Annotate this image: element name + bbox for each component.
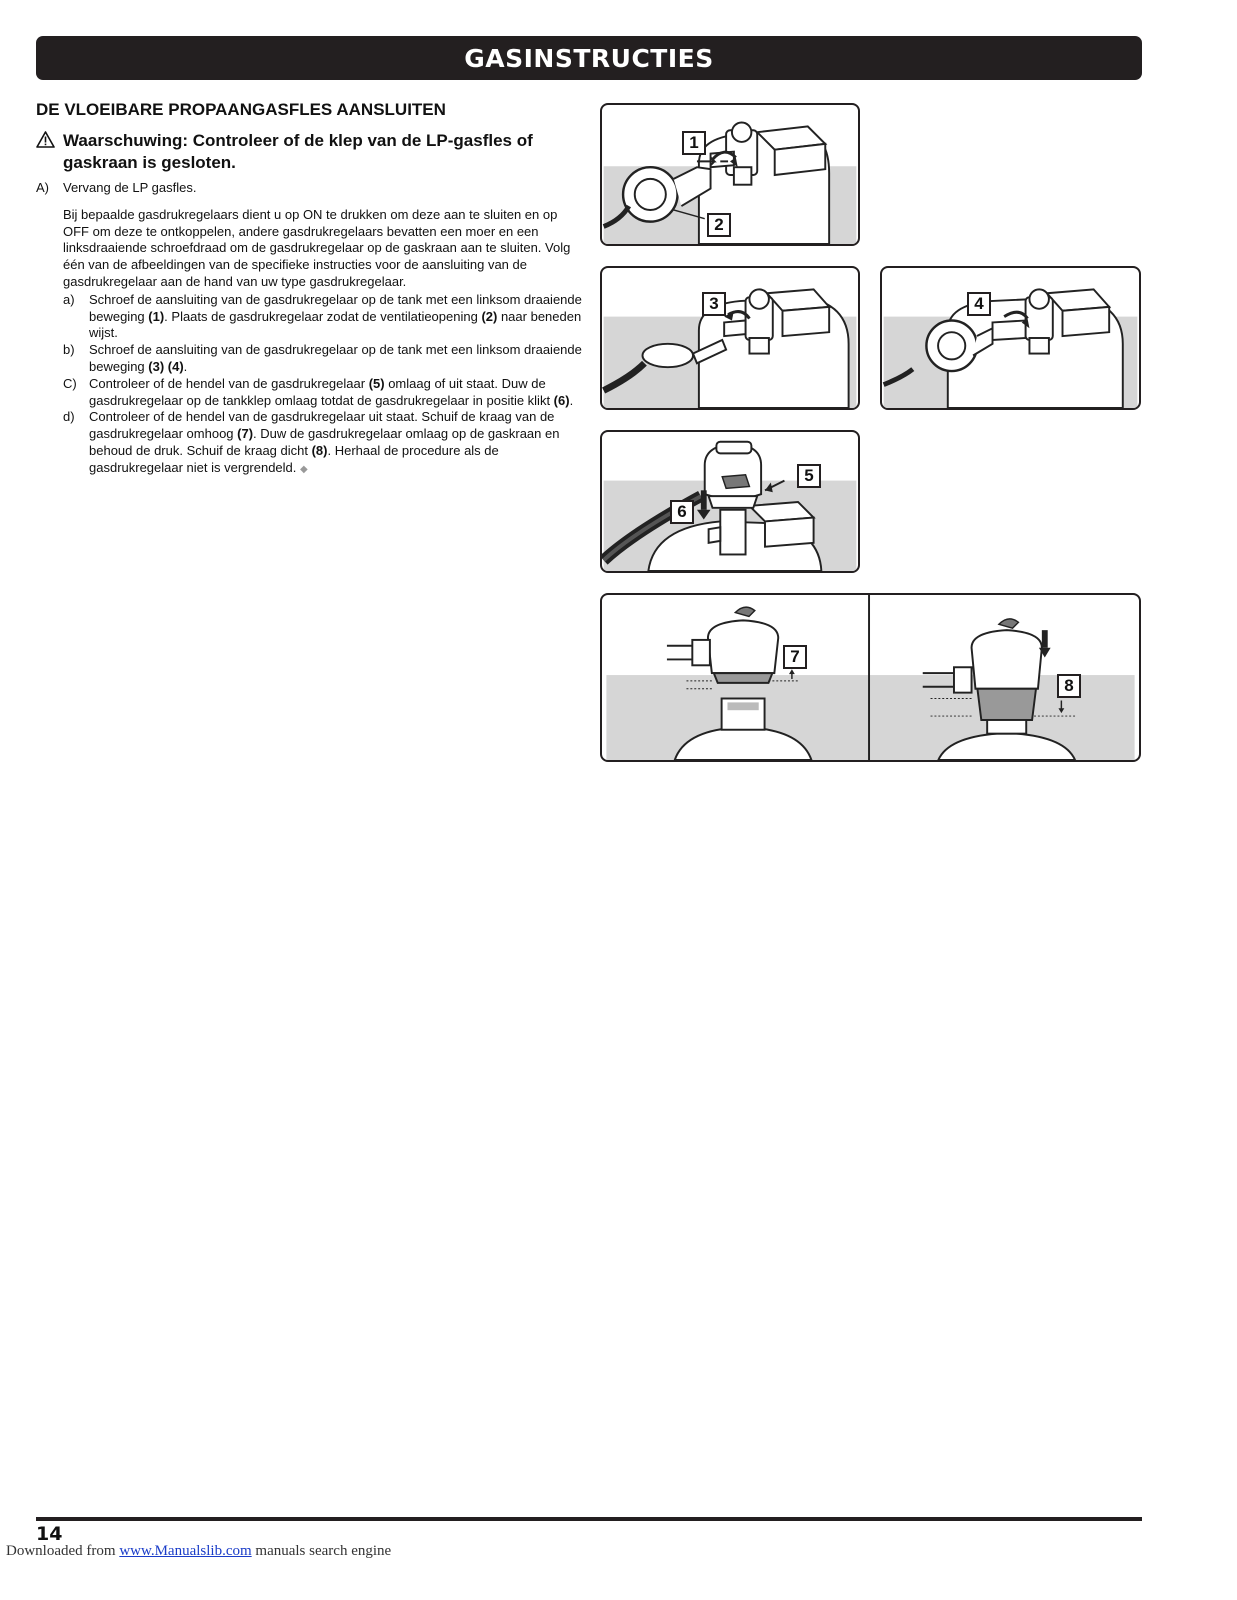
manualslib-link[interactable]: www.Manualslib.com bbox=[119, 1543, 252, 1559]
substep-b bbox=[63, 342, 584, 376]
instructions-column bbox=[36, 100, 584, 479]
regulator-screw-illustration bbox=[882, 268, 1139, 408]
substep-text: Schroef de aansluiting van de gasdrukregelaar op de tank met een linksom draaiende beweging (1). Plaats de gasdrukregelaar zodat de ventilatieopening (2) naar beneden wijst. bbox=[89, 291, 582, 341]
callout-8: 8 bbox=[1057, 674, 1081, 698]
warning-triangle-icon bbox=[36, 130, 63, 174]
section-title: DE VLOEIBARE PROPAANGASFLES AANSLUITEN bbox=[36, 100, 446, 119]
illustration-panel-1 bbox=[600, 103, 860, 246]
callout-1: 1 bbox=[682, 131, 706, 155]
page-number: 14 bbox=[36, 1523, 63, 1545]
substep-text: Controleer of de hendel van de gasdrukregelaar uit staat. Schuif de kraag van de gasdrukregelaar omhoog (7). Duw de gasdrukregelaar omlaag op de gaskraan en behoud de druk. Schuif de kraag dicht (8). Herhaal de procedure als de gasdrukregelaar niet is vergrendeld. ◆ bbox=[89, 409, 560, 475]
substep-marker: a) bbox=[63, 291, 75, 307]
warning-block bbox=[36, 130, 584, 174]
substep-marker: d) bbox=[63, 409, 75, 425]
callout-2: 2 bbox=[707, 213, 731, 237]
callout-4: 4 bbox=[967, 292, 991, 316]
step-a bbox=[36, 180, 584, 197]
end-diamond-icon: ◆ bbox=[300, 463, 308, 475]
callout-5: 5 bbox=[797, 464, 821, 488]
callout-7: 7 bbox=[783, 645, 807, 669]
substep-c bbox=[63, 376, 584, 410]
substep-a bbox=[63, 292, 584, 342]
callout-3: 3 bbox=[702, 292, 726, 316]
quick-connect-regulator-illustration bbox=[602, 432, 858, 571]
step-a-marker: A) bbox=[36, 180, 49, 195]
footer-suffix: manuals search engine bbox=[251, 1543, 392, 1559]
illustration-panel-7-8 bbox=[600, 593, 1141, 762]
illustration-panel-4 bbox=[880, 266, 1141, 410]
callout-6: 6 bbox=[670, 500, 694, 524]
footer-credit bbox=[6, 1543, 391, 1560]
substep-d bbox=[63, 409, 584, 478]
illustration-panel-3 bbox=[600, 266, 860, 410]
substep-marker: b) bbox=[63, 342, 75, 358]
header-bar bbox=[36, 36, 1142, 80]
intro-paragraph: Bij bepaalde gasdrukregelaars dient u op ON te drukken om deze aan te sluiten en op OFF om deze te ontkoppelen, andere gasdrukregelaars bevatten een moer en een linksdraaiende schroefdraad om de gasdrukregelaar op de gaskraan aan te sluiten. Volg één van de afbeeldingen van de specifieke instructies voor de aansluiting van de gasdrukregelaar aan de hand van uw type gasdrukregelaar. bbox=[63, 206, 571, 289]
illustration-panel-5-6 bbox=[600, 430, 860, 573]
page-header-title: GASINSTRUCTIES bbox=[464, 43, 714, 73]
regulator-screw-illustration bbox=[602, 268, 858, 408]
substep-text: Schroef de aansluiting van de gasdrukregelaar op de tank met een linksom draaiende beweging (3) (4). bbox=[89, 342, 582, 374]
substep-marker: C) bbox=[63, 375, 77, 391]
step-a-text: Vervang de LP gasfles. bbox=[63, 180, 197, 195]
instruction-body bbox=[36, 180, 584, 479]
warning-text: Waarschuwing: Controleer of de klep van de LP-gasfles of gaskraan is gesloten. bbox=[63, 131, 533, 172]
substep-text: Controleer of de hendel van de gasdrukregelaar (5) omlaag of uit staat. Duw de gasdrukregelaar op de tankklep omlaag totdat de gasdrukregelaar in positie klikt (6). bbox=[89, 375, 574, 408]
footer-rule bbox=[36, 1517, 1142, 1521]
footer-prefix: Downloaded from bbox=[6, 1543, 120, 1559]
